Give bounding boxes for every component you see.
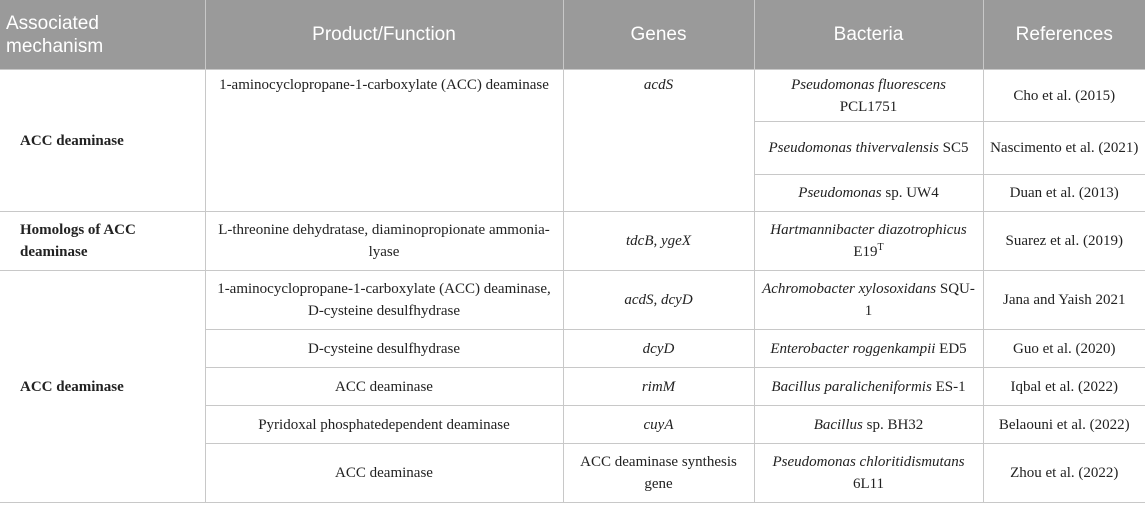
bacteria-superscript: T [877,242,884,253]
bacteria-strain: sp. UW4 [885,185,939,201]
bacteria-cell [754,368,983,406]
bacteria-strain: SC5 [942,140,969,156]
bacteria-name: Hartmannibacter diazotrophicus [770,222,967,238]
table-row [0,70,1145,122]
product-text: 1-aminocyclopropane-1-carboxylate (ACC) deaminase, [217,281,551,297]
header-bacteria: Bacteria [754,0,983,70]
reference-cell: Zhou et al. (2022) [983,444,1145,503]
reference-cell: Cho et al. (2015) [983,70,1145,122]
reference-cell: Jana and Yaish 2021 [983,271,1145,330]
bacteria-name: Pseudomonas [798,185,882,201]
bacteria-cell [754,444,983,503]
table-row [0,212,1145,271]
table-row [0,271,1145,330]
product-cell: Pyridoxal phosphatedependent deaminase [205,406,563,444]
bacteria-strain: sp. BH32 [866,416,924,433]
product-cell: 1-aminocyclopropane-1-carboxylate (ACC) deaminase [205,70,563,212]
genes-cell: acdS [563,70,754,212]
genes-cell: rimM [563,368,754,406]
bacteria-name: Pseudomonas thivervalensis [768,140,939,156]
bacteria-name: Pseudomonas fluorescens [791,76,946,93]
product-prefix: D [307,340,319,357]
bacteria-cell [754,406,983,444]
bacteria-cell [754,122,983,175]
header-genes: Genes [563,0,754,70]
genes-cell: dcyD [563,330,754,368]
product-cell [205,212,563,271]
genes-cell: tdcB, ygeX [563,212,754,271]
bacteria-strain: ES-1 [935,378,966,395]
header-references: References [983,0,1145,70]
mechanism-cell: Homologs of ACC deaminase [0,212,205,271]
reference-cell: Iqbal et al. (2022) [983,368,1145,406]
product-prefix: L [218,222,228,238]
bacteria-strain: E19 [853,244,878,260]
product-text: -threonine dehydratase, diaminopropionate ammonia-lyase [227,222,550,260]
bacteria-cell [754,330,983,368]
bacteria-name: Achromobacter xylosoxidans [762,281,937,297]
bacteria-name: Enterobacter roggenkampii [770,340,936,357]
bacteria-cell [754,212,983,271]
mechanism-cell: ACC deaminase [0,271,205,503]
mechanism-cell: ACC deaminase [0,70,205,212]
bacteria-cell [754,175,983,212]
product-cell [205,330,563,368]
bacteria-cell [754,70,983,122]
bacteria-name: Pseudomonas chloritidismutans [772,454,965,470]
bacteria-name: Bacillus paralicheniformis [771,378,932,395]
reference-cell: Guo et al. (2020) [983,330,1145,368]
reference-cell: Nascimento et al. (2021) [983,122,1145,175]
header-row [0,0,1145,70]
reference-cell: Duan et al. (2013) [983,175,1145,212]
genes-cell: ACC deaminase synthesis gene [563,444,754,503]
bacteria-strain: ED5 [939,340,967,357]
genes-cell: acdS, dcyD [563,271,754,330]
header-product: Product/Function [205,0,563,70]
bacteria-cell [754,271,983,330]
product-text: -cysteine desulfhydrase [318,340,461,357]
bacteria-name: Bacillus [813,416,863,433]
header-mechanism: Associated mechanism [0,0,205,70]
product-prefix: D [307,303,319,319]
bacteria-strain: PCL1751 [839,98,898,115]
product-cell: ACC deaminase [205,444,563,503]
reference-cell: Belaouni et al. (2022) [983,406,1145,444]
bacteria-strain: 6L11 [852,476,885,492]
genes-cell: cuyA [563,406,754,444]
product-cell [205,271,563,330]
reference-cell: Suarez et al. (2019) [983,212,1145,271]
bacteria-strain: SQU-1 [864,281,975,319]
product-text: -cysteine desulfhydrase [318,303,461,319]
product-cell: ACC deaminase [205,368,563,406]
